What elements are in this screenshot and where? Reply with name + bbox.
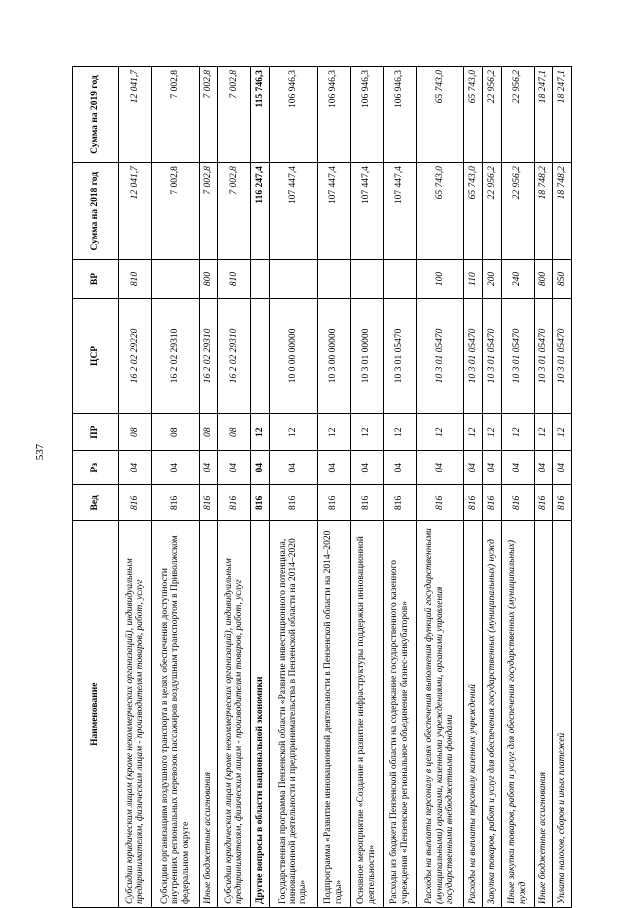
cell-ved: 816 <box>269 485 317 521</box>
cell-name: Расходы из бюджета Пензенской области на содержание государственного казенного учреждения «Пензенское региональное объединение бизнес-инкубаторов» <box>383 521 416 908</box>
cell-vr: 240 <box>501 260 534 298</box>
cell-sum-2018: 107 447,4 <box>317 163 350 260</box>
cell-sum-2019: 22 956,2 <box>501 67 534 163</box>
table-row <box>317 67 350 908</box>
cell-sum-2018: 65 743,0 <box>416 163 464 260</box>
cell-pr: 12 <box>251 414 270 451</box>
cell-rz: 04 <box>119 451 152 485</box>
cell-rz: 04 <box>416 451 464 485</box>
cell-csr: 10 3 01 05470 <box>534 298 553 413</box>
header-ved: Вед <box>73 485 119 521</box>
cell-vr <box>251 260 270 298</box>
cell-sum-2018: 22 956,2 <box>482 163 501 260</box>
cell-csr: 10 3 01 05470 <box>416 298 464 413</box>
cell-sum-2019: 12 041,7 <box>119 67 152 163</box>
budget-table <box>72 66 572 908</box>
cell-vr <box>317 260 350 298</box>
cell-sum-2019: 106 946,3 <box>269 67 317 163</box>
cell-csr: 10 3 00 00000 <box>317 298 350 413</box>
table-body <box>119 67 572 908</box>
table-row <box>152 67 200 908</box>
header-csr: ЦСР <box>73 298 119 413</box>
table-row <box>119 67 152 908</box>
cell-name: Другие вопросы в области национальной экономики <box>251 521 270 908</box>
table-row <box>269 67 317 908</box>
cell-name: Субсидии юридическим лицам (кроме некоммерческих организаций), индивидуальным предпринимателям, физическим лицам - производителям товаров, работ, услуг <box>119 521 152 908</box>
table-header-row <box>73 67 119 908</box>
header-vr: ВР <box>73 260 119 298</box>
cell-sum-2019: 106 946,3 <box>350 67 383 163</box>
header-rz: Рз <box>73 451 119 485</box>
cell-sum-2019: 7 002,8 <box>218 67 251 163</box>
cell-sum-2019: 22 956,2 <box>482 67 501 163</box>
cell-name: Расходы на выплаты персоналу в целях обеспечения выполнения функций государственными (муниципальными) органами, казенными учреждениями, органами управления государственными внебюджетными фондами <box>416 521 464 908</box>
cell-csr: 10 3 01 05470 <box>482 298 501 413</box>
cell-pr: 12 <box>416 414 464 451</box>
cell-sum-2018: 65 743,0 <box>464 163 483 260</box>
cell-csr: 10 3 01 05470 <box>501 298 534 413</box>
cell-ved: 816 <box>534 485 553 521</box>
table-row <box>251 67 270 908</box>
cell-name: Уплата налогов, сборов и иных платежей <box>553 521 572 908</box>
cell-csr: 10 3 01 05470 <box>464 298 483 413</box>
cell-pr: 12 <box>534 414 553 451</box>
cell-ved: 816 <box>152 485 200 521</box>
cell-pr: 12 <box>269 414 317 451</box>
cell-ved: 816 <box>553 485 572 521</box>
cell-csr: 10 3 01 05470 <box>553 298 572 413</box>
cell-rz: 04 <box>464 451 483 485</box>
cell-ved: 816 <box>218 485 251 521</box>
cell-csr: 16 2 02 29310 <box>152 298 200 413</box>
cell-vr: 800 <box>199 260 218 298</box>
cell-sum-2018: 7 002,8 <box>218 163 251 260</box>
cell-rz: 04 <box>383 451 416 485</box>
cell-pr: 12 <box>553 414 572 451</box>
cell-vr <box>269 260 317 298</box>
cell-rz: 04 <box>482 451 501 485</box>
cell-rz: 04 <box>534 451 553 485</box>
table-row <box>199 67 218 908</box>
cell-sum-2018: 7 002,8 <box>199 163 218 260</box>
cell-ved: 816 <box>350 485 383 521</box>
cell-rz: 04 <box>350 451 383 485</box>
cell-sum-2018: 107 447,4 <box>269 163 317 260</box>
cell-name: Государственная программа Пензенской области «Развитие инвестиционного потенциала, инновационной деятельности и предпринимательства в Пензенской области на 2014–2020 годы» <box>269 521 317 908</box>
cell-name: Субсидии организациям воздушного транспорта в целях обеспечения доступности внутренних региональных перевозок пассажиров воздушным транспортом в Приволжском федеральном округе <box>152 521 200 908</box>
cell-ved: 816 <box>416 485 464 521</box>
cell-sum-2019: 18 247,1 <box>553 67 572 163</box>
cell-csr: 10 3 01 05470 <box>383 298 416 413</box>
table-row <box>416 67 464 908</box>
cell-rz: 04 <box>317 451 350 485</box>
cell-name: Подпрограмма «Развитие инновационной деятельности в Пензенской области на 2014–2020 годы» <box>317 521 350 908</box>
cell-rz: 04 <box>251 451 270 485</box>
cell-csr: 10 3 01 00000 <box>350 298 383 413</box>
cell-ved: 816 <box>251 485 270 521</box>
header-name: Наименование <box>73 521 119 908</box>
table-row <box>464 67 483 908</box>
cell-sum-2019: 106 946,3 <box>317 67 350 163</box>
page-number: 537 <box>34 443 46 461</box>
cell-ved: 816 <box>482 485 501 521</box>
cell-pr: 12 <box>464 414 483 451</box>
cell-sum-2019: 106 946,3 <box>383 67 416 163</box>
cell-name: Закупка товаров, работ и услуг для обеспечения государственных (муниципальных) нужд <box>482 521 501 908</box>
cell-vr: 810 <box>119 260 152 298</box>
cell-csr: 16 2 02 29310 <box>218 298 251 413</box>
cell-sum-2019: 7 002,8 <box>152 67 200 163</box>
cell-rz: 04 <box>152 451 200 485</box>
header-pr: ПР <box>73 414 119 451</box>
cell-pr: 08 <box>152 414 200 451</box>
cell-name: Иные закупки товаров, работ и услуг для обеспечения государственных (муниципальных) нужд <box>501 521 534 908</box>
cell-sum-2018: 18 748,2 <box>553 163 572 260</box>
table-row <box>218 67 251 908</box>
cell-sum-2018: 12 041,7 <box>119 163 152 260</box>
cell-rz: 04 <box>269 451 317 485</box>
cell-sum-2019: 65 743,0 <box>464 67 483 163</box>
table-row <box>350 67 383 908</box>
table-row <box>383 67 416 908</box>
cell-sum-2019: 18 247,1 <box>534 67 553 163</box>
cell-pr: 12 <box>383 414 416 451</box>
cell-ved: 816 <box>317 485 350 521</box>
cell-vr <box>383 260 416 298</box>
cell-rz: 04 <box>553 451 572 485</box>
cell-csr <box>251 298 270 413</box>
cell-name: Основное мероприятие «Создание и развитие инфраструктуры поддержки инновационной деятельности» <box>350 521 383 908</box>
cell-pr: 12 <box>482 414 501 451</box>
cell-vr: 810 <box>218 260 251 298</box>
cell-sum-2018: 107 447,4 <box>350 163 383 260</box>
cell-ved: 816 <box>501 485 534 521</box>
cell-rz: 04 <box>218 451 251 485</box>
table-row <box>534 67 553 908</box>
cell-ved: 816 <box>464 485 483 521</box>
cell-rz: 04 <box>199 451 218 485</box>
cell-pr: 12 <box>317 414 350 451</box>
budget-table-container <box>72 66 572 908</box>
cell-vr: 800 <box>534 260 553 298</box>
table-row <box>501 67 534 908</box>
cell-name: Иные бюджетные ассигнования <box>534 521 553 908</box>
cell-sum-2019: 65 743,0 <box>416 67 464 163</box>
cell-sum-2018: 7 002,8 <box>152 163 200 260</box>
cell-name: Субсидии юридическим лицам (кроме некоммерческих организаций), индивидуальным предпринимателям, физическим лицам - производителям товаров, работ, услуг <box>218 521 251 908</box>
cell-ved: 816 <box>199 485 218 521</box>
cell-vr: 110 <box>464 260 483 298</box>
cell-sum-2019: 7 002,8 <box>199 67 218 163</box>
cell-pr: 12 <box>501 414 534 451</box>
cell-pr: 08 <box>199 414 218 451</box>
cell-ved: 816 <box>119 485 152 521</box>
header-sum-2018: Сумма на 2018 год <box>73 163 119 260</box>
cell-sum-2018: 116 247,4 <box>251 163 270 260</box>
cell-vr: 200 <box>482 260 501 298</box>
cell-csr: 10 0 00 00000 <box>269 298 317 413</box>
cell-csr: 16 2 02 29310 <box>199 298 218 413</box>
cell-vr <box>350 260 383 298</box>
table-row <box>553 67 572 908</box>
cell-vr: 100 <box>416 260 464 298</box>
cell-sum-2018: 22 956,2 <box>501 163 534 260</box>
header-sum-2019: Сумма на 2019 год <box>73 67 119 163</box>
table-row <box>482 67 501 908</box>
cell-sum-2018: 18 748,2 <box>534 163 553 260</box>
cell-pr: 08 <box>218 414 251 451</box>
cell-csr: 16 2 02 29220 <box>119 298 152 413</box>
cell-pr: 12 <box>350 414 383 451</box>
cell-vr <box>152 260 200 298</box>
cell-vr: 850 <box>553 260 572 298</box>
cell-ved: 816 <box>383 485 416 521</box>
cell-sum-2018: 107 447,4 <box>383 163 416 260</box>
cell-pr: 08 <box>119 414 152 451</box>
cell-rz: 04 <box>501 451 534 485</box>
cell-name: Иные бюджетные ассигнования <box>199 521 218 908</box>
cell-sum-2019: 115 746,3 <box>251 67 270 163</box>
cell-name: Расходы на выплаты персоналу казенных учреждений <box>464 521 483 908</box>
